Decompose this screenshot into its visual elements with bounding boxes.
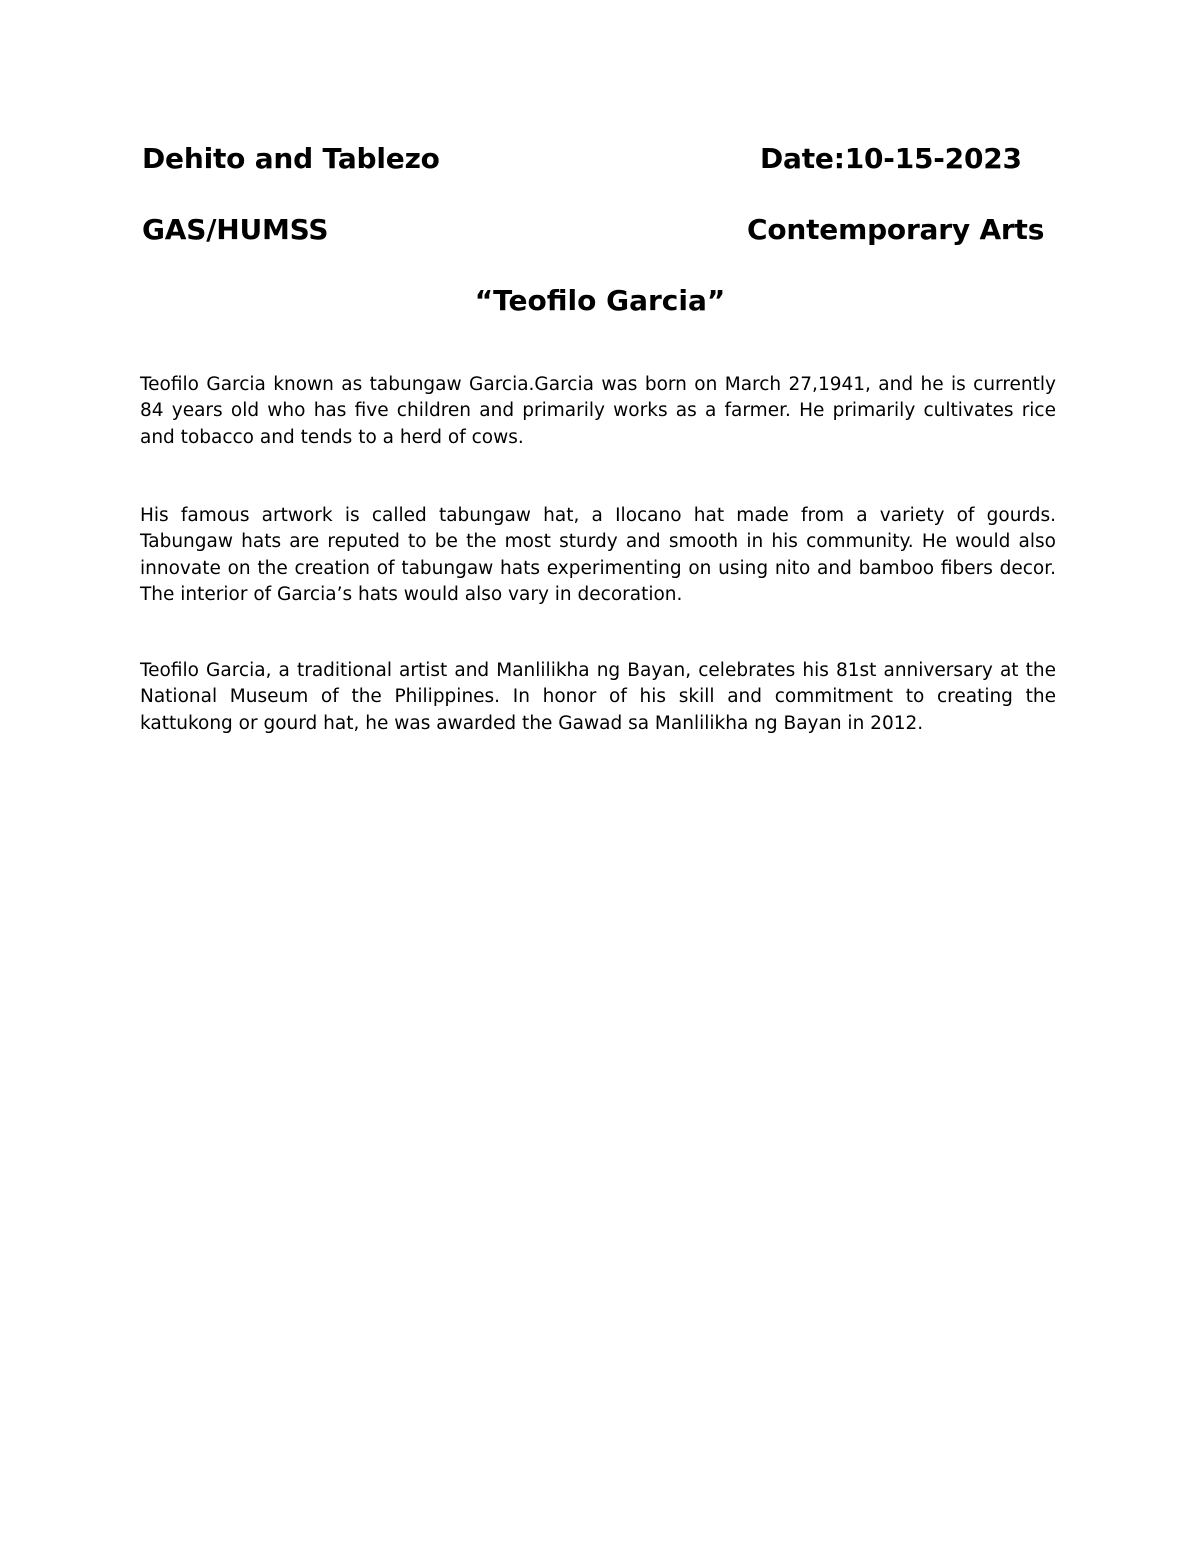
paragraph-biography: Teofilo Garcia known as tabungaw Garcia.Garcia was born on March 27,1941, and he is currently 84 years old who has five children and primarily works as a farmer. He primarily cultivates rice and tobacco and tends to a herd of cows. (140, 374, 1056, 448)
paragraph-award: Teofilo Garcia, a traditional artist and Manlilikha ng Bayan, celebrates his 81st anniversary at the National Museum of the Philippines. In honor of his skill and commitment to creating the kattukong or gourd hat, he was awarded the Gawad sa Manlilikha ng Bayan in 2012. (140, 660, 1056, 734)
authors-heading: Dehito and Tablezo (142, 142, 440, 175)
document-title: “Teofilo Garcia” (474, 284, 726, 317)
subject-heading: Contemporary Arts (747, 213, 1045, 246)
date-heading: Date:10-15-2023 (760, 142, 1022, 175)
strand-heading: GAS/HUMSS (142, 213, 329, 246)
paragraph-artwork: His famous artwork is called tabungaw hat, a Ilocano hat made from a variety of gourds. Tabungaw hats are reputed to be the most sturdy and smooth in his community. He would also innovate on the creation of tabungaw hats experimenting on using nito and bamboo fibers decor. The interior of Garcia’s hats would also vary in decoration. (140, 505, 1056, 605)
